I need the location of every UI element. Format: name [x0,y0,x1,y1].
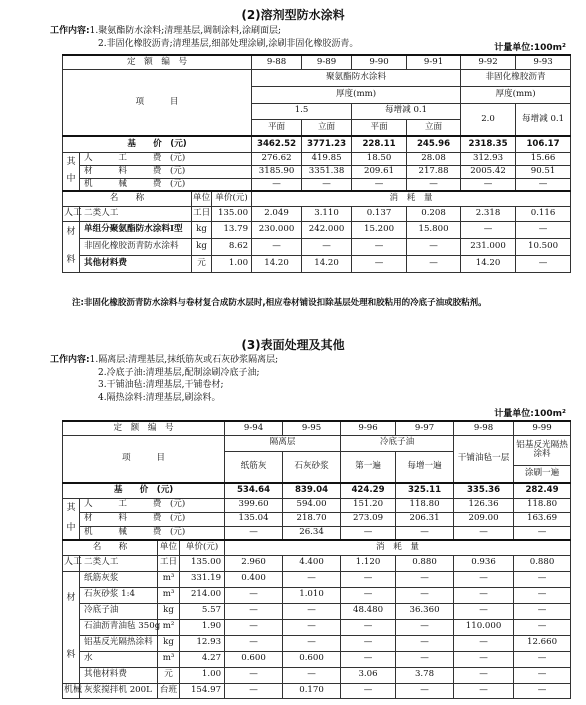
consumption-value: — [454,603,514,619]
cost-value: 163.69 [514,512,571,526]
consumption-value: 2.049 [252,206,302,221]
labor-category: 人工 [63,206,80,221]
material-name: 单组分聚氨酯防水涂料Ⅰ型 [80,221,192,238]
consumption-value: — [352,255,407,272]
thickness-value: 1.5 [252,103,352,119]
material-price: 214.00 [180,587,225,603]
consumption-value: — [454,587,514,603]
labor-name: 二类人工 [80,555,158,571]
consumption-value: 0.137 [352,206,407,221]
increment-header: 每增减 0.1 [352,103,461,119]
labor-unit: 工日 [158,555,180,571]
material-unit: m³ [158,651,180,667]
section2-table [62,54,571,273]
cost-value: 419.85 [302,152,352,165]
consumption-value: 3.06 [341,667,396,683]
cost-value: 151.20 [341,498,396,512]
consumption-value: 3.110 [302,206,352,221]
base-price: 325.11 [396,483,454,498]
sub-header: 纸筋灰 [225,451,283,483]
qi-char: 其 [66,156,76,167]
consumption-value: — [252,238,302,255]
consumption-value: — [341,651,396,667]
consumption-value: — [341,587,396,603]
base-price: 282.49 [514,483,571,498]
consumption-value: 12.660 [514,635,571,651]
consumption-value: — [396,587,454,603]
consumption-value: 1.120 [341,555,396,571]
cost-label: 人 工 费 (元) [80,498,225,512]
consumption-value: 0.880 [396,555,454,571]
material-name: 纸筋灰浆 [80,571,158,587]
base-price: 424.29 [341,483,396,498]
consumption-value: — [341,683,396,698]
code: 9-89 [302,55,352,69]
price-header: 单价(元) [180,540,225,555]
group-felt: 干铺油毡一层 [454,435,514,483]
consumption-value: 0.208 [407,206,461,221]
group-polyurethane: 聚氨酯防水涂料 [252,69,461,86]
section3-unit: 计量单位:100m² [494,409,566,419]
material-unit: m² [158,619,180,635]
cost-value: — [454,526,514,540]
sub-header: 立面 [407,119,461,136]
material-unit: kg [158,603,180,619]
consumption-value: — [407,255,461,272]
consumption-value: 2.318 [461,206,516,221]
sub-header: 平面 [352,119,407,136]
code: 9-91 [407,55,461,69]
consumption-value: — [225,683,283,698]
consumption-value: — [283,635,341,651]
group-cold-primer: 冷底子油 [341,435,454,451]
sub-header: 第一遍 [341,451,396,483]
cost-value: 2005.42 [461,165,516,178]
consumption-value: — [514,571,571,587]
consumption-value: 0.600 [283,651,341,667]
code: 9-99 [514,421,571,435]
base-price: 245.96 [407,136,461,152]
consumption-value: — [225,603,283,619]
consumption-value: — [514,651,571,667]
zhong-char: 中 [66,522,76,533]
consumption-value: — [514,667,571,683]
consumption-value: — [516,255,571,272]
cost-value: — [407,178,461,191]
base-price: 3462.52 [252,136,302,152]
price-header: 单价(元) [212,191,252,206]
code: 9-96 [341,421,396,435]
consumption-value: 0.936 [454,555,514,571]
cost-label: 人 工 费 (元) [80,152,252,165]
consumption-value: — [283,619,341,635]
material-unit: kg [192,238,212,255]
material-unit: kg [192,221,212,238]
consumption-value: 230.000 [252,221,302,238]
cost-value: — [516,178,571,191]
cost-value: 118.80 [514,498,571,512]
consumption-value: — [454,667,514,683]
sub-header: 涂刷一遍 [514,465,571,483]
work-line: 2.非固化橡胶沥青;清理基层,细部处理涂刷,涂刷非固化橡胶沥青。 [98,38,359,49]
material-name: 水 [80,651,158,667]
material-category [63,571,80,683]
cost-value: 3185.90 [252,165,302,178]
consumption-value: 231.000 [461,238,516,255]
machine-category: 机械 [63,683,80,698]
cost-value: 209.00 [454,512,514,526]
item-header: 项 目 [63,435,225,483]
base-price: 2318.35 [461,136,516,152]
consumption-value: 0.880 [514,555,571,571]
consumption-value: — [461,221,516,238]
code: 9-92 [461,55,516,69]
consumption-value: — [283,667,341,683]
labor-category: 人工 [63,555,80,571]
work-label: 工作内容: [50,355,90,365]
base-price: 228.11 [352,136,407,152]
base-price-label: 基 价 (元) [63,136,252,152]
cost-value: 28.08 [407,152,461,165]
machine-name: 灰浆搅拌机 200L [80,683,158,698]
consumption-value: — [352,238,407,255]
consumption-value: — [396,619,454,635]
cost-value: — [461,178,516,191]
cost-value: — [352,178,407,191]
material-price: 1.00 [212,255,252,272]
consumption-value: 3.78 [396,667,454,683]
consumption-value: — [514,683,571,698]
sub-header: 石灰砂浆 [283,451,341,483]
consumption-value: — [225,619,283,635]
consumption-value: — [396,635,454,651]
item-header: 项 目 [63,69,252,136]
material-unit: kg [158,635,180,651]
consumption-value: — [454,571,514,587]
material-name: 石灰砂浆 1:4 [80,587,158,603]
consumption-value: 242.000 [302,221,352,238]
work-line: 3.干铺油毡:清理基层,干铺卷材; [98,380,224,390]
code: 9-94 [225,421,283,435]
code: 9-88 [252,55,302,69]
consumption-value: 14.20 [302,255,352,272]
work-label: 工作内容: [50,26,90,36]
consumption-value: 0.116 [516,206,571,221]
cai-char: 材 [66,592,76,603]
code: 9-95 [283,421,341,435]
sub-header: 每增一遍 [396,451,454,483]
consumption-value: 48.480 [341,603,396,619]
consumption-value: — [225,587,283,603]
base-price: 3771.23 [302,136,352,152]
code: 9-98 [454,421,514,435]
cost-value: 3351.38 [302,165,352,178]
consumption-value: — [407,238,461,255]
code: 9-90 [352,55,407,69]
liao-char: 料 [66,254,76,265]
consumption-value: — [341,571,396,587]
cost-value: — [396,526,454,540]
consumption-value: 0.170 [283,683,341,698]
material-name: 冷底子油 [80,603,158,619]
consumption-value: — [514,603,571,619]
material-unit: m³ [158,571,180,587]
labor-price: 135.00 [180,555,225,571]
consumption-value: — [341,635,396,651]
cai-char: 材 [66,227,76,238]
section2-work-content [50,25,358,50]
unit-header: 单位 [158,540,180,555]
name-header: 名 称 [63,540,158,555]
base-price-label: 基 价 (元) [63,483,225,498]
material-name: 其他材料费 [80,255,192,272]
machine-price: 154.97 [180,683,225,698]
material-price: 12.93 [180,635,225,651]
zhong-char: 中 [66,174,76,185]
quota-no-header: 定 额 编 号 [63,421,225,435]
consumption-value: — [516,221,571,238]
material-name: 石油沥青油毡 350g [80,619,158,635]
group-rubber-asphalt: 非固化橡胶沥青 [461,69,571,86]
machine-unit: 台班 [158,683,180,698]
consumption-value: 36.360 [396,603,454,619]
consumption-value: — [514,587,571,603]
material-price: 5.57 [180,603,225,619]
consumption-value: 14.20 [252,255,302,272]
consumption-header: 消 耗 量 [252,191,571,206]
cost-value: 209.61 [352,165,407,178]
material-name: 非固化橡胶沥青防水涂料 [80,238,192,255]
material-unit: 元 [158,667,180,683]
quota-no-header: 定 额 编 号 [63,55,252,69]
consumption-value: 4.400 [283,555,341,571]
sub-header: 立面 [302,119,352,136]
section2-note: 注:非固化橡胶沥青防水涂料与卷材复合成防水层时,相应卷材铺设扣除基层处理和胶粘用的冷底子油或胶粘剂。 [72,298,487,308]
consumption-value: — [225,635,283,651]
base-price: 534.64 [225,483,283,498]
thickness-header: 厚度(mm) [252,86,461,103]
section3-work-content [50,354,278,404]
material-unit: 元 [192,255,212,272]
cost-value: — [225,526,283,540]
material-price: 13.79 [212,221,252,238]
consumption-value: 110.000 [454,619,514,635]
cost-value: 273.09 [341,512,396,526]
consumption-value: — [454,635,514,651]
labor-unit: 工日 [192,206,212,221]
thickness-header: 厚度(mm) [461,86,571,103]
consumption-value: — [396,571,454,587]
cost-value: — [341,526,396,540]
qi-char: 其 [66,503,76,514]
cost-value: 15.66 [516,152,571,165]
material-name: 其他材料费 [80,667,158,683]
section3-title: (3)表面处理及其他 [241,338,345,352]
cost-value: 594.00 [283,498,341,512]
cost-value: 26.34 [283,526,341,540]
cost-value: 218.70 [283,512,341,526]
material-price: 4.27 [180,651,225,667]
labor-price: 135.00 [212,206,252,221]
cost-value: 217.88 [407,165,461,178]
section3-table [62,420,571,699]
liao-char: 料 [66,650,76,660]
cost-value: — [514,526,571,540]
consumption-value: 10.500 [516,238,571,255]
base-price: 839.04 [283,483,341,498]
consumption-value: 15.200 [352,221,407,238]
material-price: 1.00 [180,667,225,683]
material-unit: m³ [158,587,180,603]
qizhong-label [63,498,80,540]
cost-value: 126.36 [454,498,514,512]
consumption-value: — [283,571,341,587]
work-line: 2.冷底子油:清理基层,配制涂刷冷底子油; [98,367,260,378]
consumption-value: — [454,683,514,698]
consumption-value: 2.960 [225,555,283,571]
consumption-value: 0.400 [225,571,283,587]
unit-header: 单位 [192,191,212,206]
consumption-value: — [396,683,454,698]
consumption-header: 消 耗 量 [225,540,571,555]
qizhong-label [63,152,80,191]
name-header: 名 称 [63,191,192,206]
group-isolation: 隔离层 [225,435,341,451]
work-line: 4.隔热涂料:清理基层,刷涂料。 [98,392,221,403]
work-line: 1.隔离层:清理基层,抹纸筋灰或石灰砂浆隔离层; [89,355,279,365]
section2-title: (2)溶剂型防水涂料 [241,8,345,22]
consumption-value: — [283,603,341,619]
consumption-value: 0.600 [225,651,283,667]
consumption-value: — [341,619,396,635]
work-line: 1.聚氨酯防水涂料;清理基层,调制涂料,涂刷面层; [89,26,281,36]
cost-value: 18.50 [352,152,407,165]
labor-name: 二类人工 [80,206,192,221]
code: 9-93 [516,55,571,69]
cost-label: 机 械 费 (元) [80,526,225,540]
increment-header: 每增减 0.1 [516,103,571,136]
base-price: 335.36 [454,483,514,498]
consumption-value: 15.800 [407,221,461,238]
consumption-value: — [454,651,514,667]
base-price: 106.17 [516,136,571,152]
cost-label: 材 料 费 (元) [80,512,225,526]
material-price: 331.19 [180,571,225,587]
material-price: 8.62 [212,238,252,255]
cost-label: 机 械 费 (元) [80,178,252,191]
code: 9-97 [396,421,454,435]
consumption-value: — [225,667,283,683]
section2-unit: 计量单位:100m² [494,43,566,53]
consumption-value: — [302,238,352,255]
cost-value: 135.04 [225,512,283,526]
cost-value: 118.80 [396,498,454,512]
cost-value: 399.60 [225,498,283,512]
thickness-value: 2.0 [461,103,516,136]
sub-header: 平面 [252,119,302,136]
consumption-value: 1.010 [283,587,341,603]
cost-value: 276.62 [252,152,302,165]
cost-value: 206.31 [396,512,454,526]
material-price: 1.90 [180,619,225,635]
cost-value: 90.51 [516,165,571,178]
cost-label: 材 料 费 (元) [80,165,252,178]
group-aluminium-coating: 铝基反光隔热涂料 [514,435,571,465]
material-category [63,221,80,272]
cost-value: — [252,178,302,191]
cost-value: 312.93 [461,152,516,165]
material-name: 铝基反光隔热涂料 [80,635,158,651]
consumption-value: — [396,651,454,667]
cost-value: — [302,178,352,191]
consumption-value: — [514,619,571,635]
consumption-value: 14.20 [461,255,516,272]
